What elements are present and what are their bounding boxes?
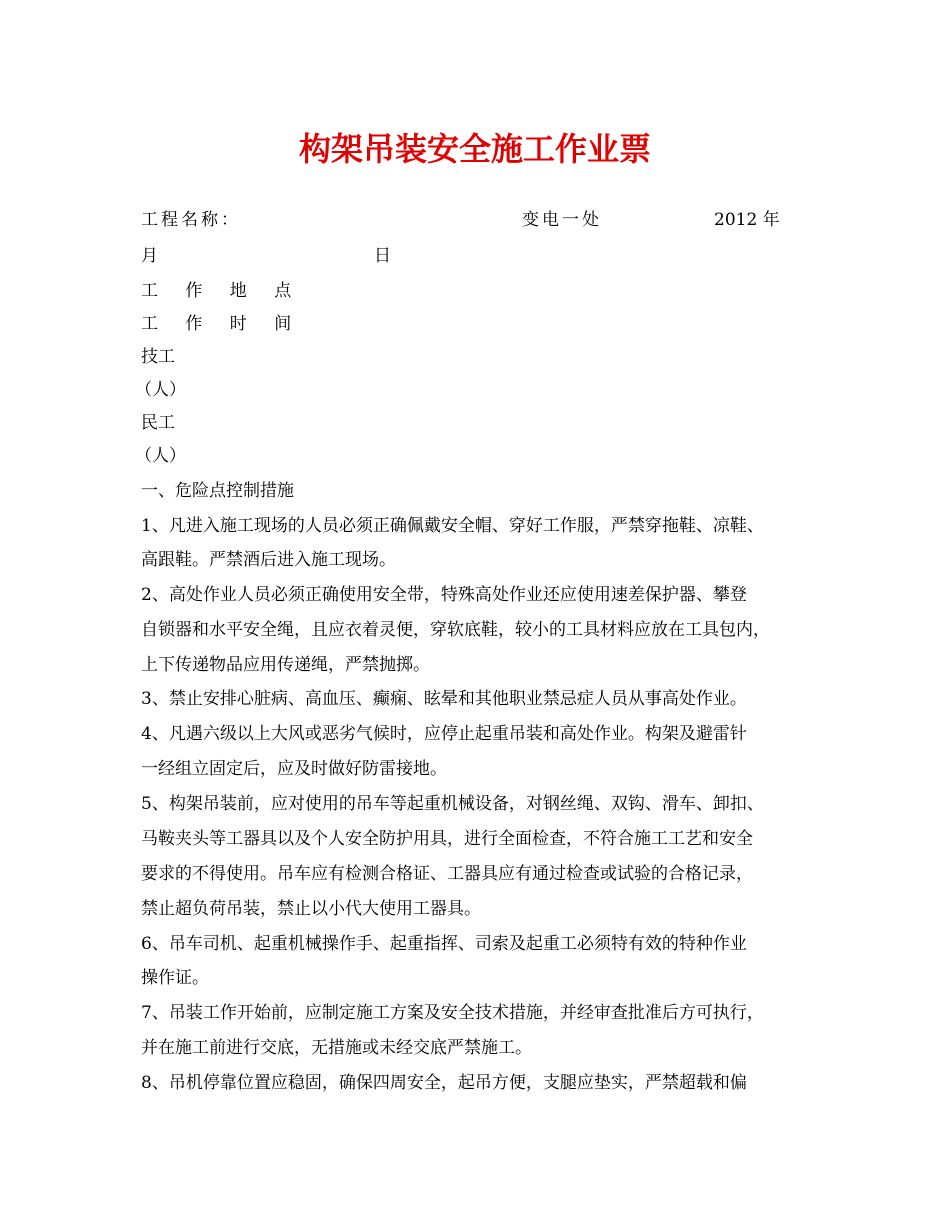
month-field: 月 xyxy=(141,246,158,266)
laborer-label: 民工 xyxy=(141,413,175,433)
technician-unit: （人） xyxy=(135,380,186,400)
unit-name: 变电一处 xyxy=(522,210,602,230)
laborer-unit: （人） xyxy=(135,446,186,466)
paragraph-line: 1、凡进入施工现场的人员必须正确佩戴安全帽、穿好工作服，严禁穿拖鞋、凉鞋、 xyxy=(141,516,764,536)
paragraph-line: 操作证。 xyxy=(141,968,209,988)
work-location-label: 工 作 地 点 xyxy=(141,281,303,301)
paragraph-line: 马鞍夹头等工器具以及个人安全防护用具，进行全面检查，不符合施工工艺和安全 xyxy=(141,829,753,849)
paragraph-line: 高跟鞋。严禁酒后进入施工现场。 xyxy=(141,550,396,570)
paragraph-line: 并在施工前进行交底，无措施或未经交底严禁施工。 xyxy=(141,1038,532,1058)
paragraph-line: 禁止超负荷吊装，禁止以小代大使用工器具。 xyxy=(141,899,481,919)
paragraph-line: 8、吊机停靠位置应稳固，确保四周安全，起吊方便，支腿应垫实，严禁超载和偏 xyxy=(141,1073,747,1093)
paragraph-line: 自锁器和水平安全绳，且应衣着灵便，穿软底鞋，较小的工具材料应放在工具包内， xyxy=(141,620,770,640)
paragraph-line: 7、吊装工作开始前，应制定施工方案及安全技术措施，并经审查批准后方可执行， xyxy=(141,1003,764,1023)
paragraph-line: 4、凡遇六级以上大风或恶劣气候时，应停止起重吊装和高处作业。构架及避雷针 xyxy=(141,724,747,744)
paragraph-line: 5、构架吊装前，应对使用的吊车等起重机械设备，对钢丝绳、双钩、滑车、卸扣、 xyxy=(141,794,764,814)
day-field: 日 xyxy=(374,246,391,266)
paragraph-line: 一经组立固定后，应及时做好防雷接地。 xyxy=(141,759,447,779)
technician-label: 技工 xyxy=(141,347,175,367)
section-heading: 一、危险点控制措施 xyxy=(141,481,294,501)
year-field: 2012 年 xyxy=(714,210,780,230)
paragraph-line: 要求的不得使用。吊车应有检测合格证、工器具应有通过检查或试验的合格记录， xyxy=(141,864,753,884)
project-name-label: 工程名称： xyxy=(141,210,241,230)
paragraph-line: 2、高处作业人员必须正确使用安全带，特殊高处作业还应使用速差保护器、攀登 xyxy=(141,585,747,605)
paragraph-line: 6、吊车司机、起重机械操作手、起重指挥、司索及起重工必须特有效的特种作业 xyxy=(141,934,747,954)
paragraph-line: 上下传递物品应用传递绳，严禁抛掷。 xyxy=(141,655,430,675)
page-title: 构架吊装安全施工作业票 xyxy=(298,130,651,168)
paragraph-line: 3、禁止安排心脏病、高血压、癫痫、眩晕和其他职业禁忌症人员从事高处作业。 xyxy=(141,689,747,709)
work-time-label: 工 作 时 间 xyxy=(141,314,303,334)
